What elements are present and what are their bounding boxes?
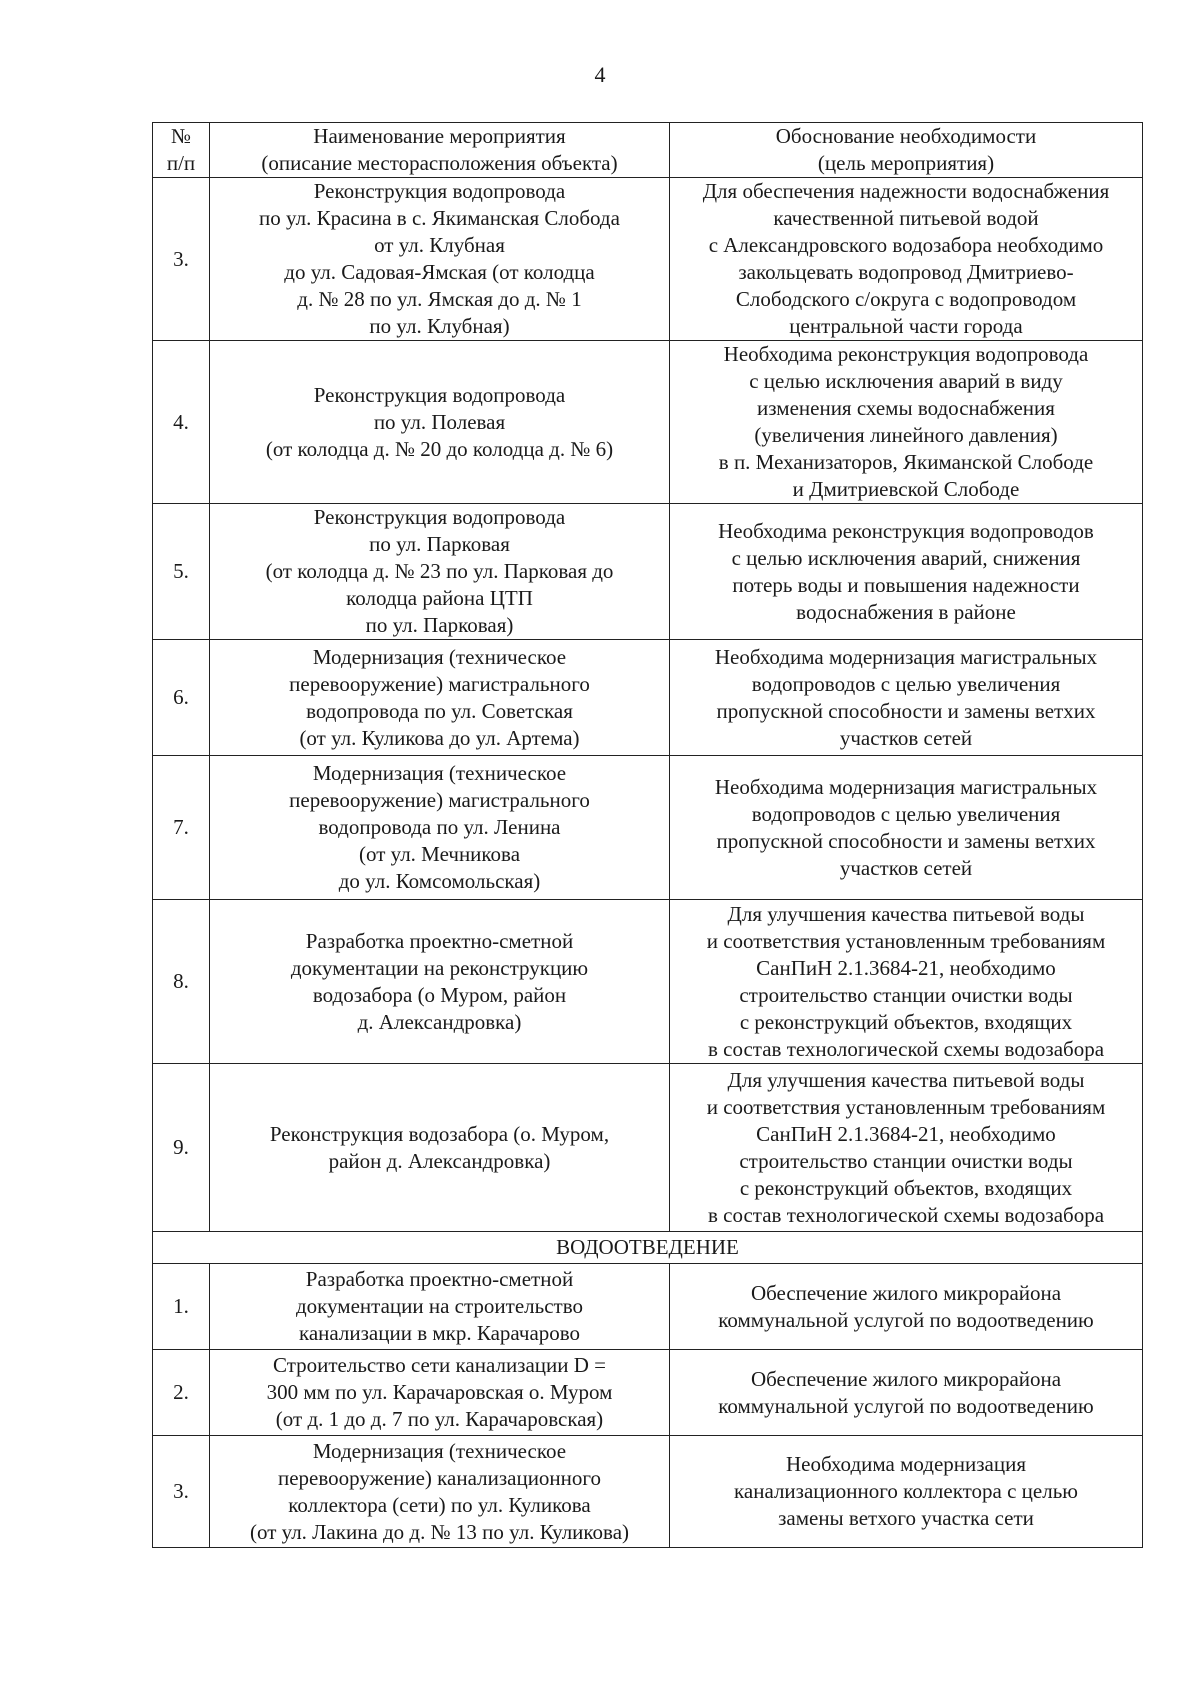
- table-row: [153, 1350, 1143, 1436]
- row-number: 1.: [153, 1264, 210, 1350]
- table-row: [153, 1064, 1143, 1232]
- page-number: 4: [594, 62, 606, 87]
- table-row: [153, 341, 1143, 504]
- row-name: Модернизация (техническое перевооружение) канализационного коллектора (сети) по ул. Куликова (от ул. Лакина до д. № 13 по ул. Куликова): [210, 1436, 670, 1548]
- header-number: № п/п: [153, 123, 210, 178]
- table-header-row: [153, 123, 1143, 178]
- table-row: [153, 178, 1143, 341]
- header-reason: Обоснование необходимости (цель мероприятия): [670, 123, 1143, 178]
- table-row: [153, 1436, 1143, 1548]
- row-name: Модернизация (техническое перевооружение) магистрального водопровода по ул. Ленина (от ул. Мечникова до ул. Комсомольская): [210, 756, 670, 900]
- row-reason: Для улучшения качества питьевой воды и соответствия установленным требованиям СанПиН 2.1.3684-21, необходимо строительство станции очистки воды с реконструкций объектов, входящих в состав технологической схемы водозабора: [670, 1064, 1143, 1232]
- table-row: [153, 756, 1143, 900]
- table-row: [153, 1264, 1143, 1350]
- row-reason: Обеспечение жилого микрорайона коммунальной услугой по водоотведению: [670, 1264, 1143, 1350]
- row-name: Модернизация (техническое перевооружение) магистрального водопровода по ул. Советская (от ул. Куликова до ул. Артема): [210, 640, 670, 756]
- row-name: Реконструкция водопровода по ул. Парковая (от колодца д. № 23 по ул. Парковая до колодца района ЦТП по ул. Парковая): [210, 504, 670, 640]
- row-reason: Для обеспечения надежности водоснабжения качественной питьевой водой с Александровского водозабора необходимо закольцевать водопровод Дмитриево- Слободского с/округа с водопроводом центральной части города: [670, 178, 1143, 341]
- section-title: ВОДООТВЕДЕНИЕ: [153, 1232, 1143, 1264]
- row-name: Строительство сети канализации D = 300 мм по ул. Карачаровская о. Муром (от д. 1 до д. 7 по ул. Карачаровская): [210, 1350, 670, 1436]
- row-number: 4.: [153, 341, 210, 504]
- row-number: 5.: [153, 504, 210, 640]
- row-number: 3.: [153, 178, 210, 341]
- measures-table: [152, 122, 1143, 1548]
- row-name: Разработка проектно-сметной документации на строительство канализации в мкр. Карачарово: [210, 1264, 670, 1350]
- row-name: Реконструкция водозабора (о. Муром, район д. Александровка): [210, 1064, 670, 1232]
- row-reason: Необходима модернизация канализационного коллектора с целью замены ветхого участка сети: [670, 1436, 1143, 1548]
- row-reason: Необходима реконструкция водопроводов с целью исключения аварий, снижения потерь воды и повышения надежности водоснабжения в районе: [670, 504, 1143, 640]
- row-name: Разработка проектно-сметной документации на реконструкцию водозабора (о Муром, район д. Александровка): [210, 900, 670, 1064]
- row-number: 7.: [153, 756, 210, 900]
- row-number: 6.: [153, 640, 210, 756]
- row-number: 3.: [153, 1436, 210, 1548]
- row-reason: Для улучшения качества питьевой воды и соответствия установленным требованиям СанПиН 2.1.3684-21, необходимо строительство станции очистки воды с реконструкций объектов, входящих в состав технологической схемы водозабора: [670, 900, 1143, 1064]
- row-name: Реконструкция водопровода по ул. Красина в с. Якиманская Слобода от ул. Клубная до ул. Садовая-Ямская (от колодца д. № 28 по ул. Ямская до д. № 1 по ул. Клубная): [210, 178, 670, 341]
- row-number: 2.: [153, 1350, 210, 1436]
- table-row: [153, 900, 1143, 1064]
- row-reason: Необходима реконструкция водопровода с целью исключения аварий в виду изменения схемы водоснабжения (увеличения линейного давления) в п. Механизаторов, Якиманской Слободе и Дмитриевской Слободе: [670, 341, 1143, 504]
- row-number: 8.: [153, 900, 210, 1064]
- row-reason: Необходима модернизация магистральных водопроводов с целью увеличения пропускной способности и замены ветхих участков сетей: [670, 756, 1143, 900]
- row-number: 9.: [153, 1064, 210, 1232]
- row-reason: Необходима модернизация магистральных водопроводов с целью увеличения пропускной способности и замены ветхих участков сетей: [670, 640, 1143, 756]
- header-name: Наименование мероприятия (описание месторасположения объекта): [210, 123, 670, 178]
- row-reason: Обеспечение жилого микрорайона коммунальной услугой по водоотведению: [670, 1350, 1143, 1436]
- section-row: [153, 1232, 1143, 1264]
- row-name: Реконструкция водопровода по ул. Полевая (от колодца д. № 20 до колодца д. № 6): [210, 341, 670, 504]
- table-row: [153, 504, 1143, 640]
- table-row: [153, 640, 1143, 756]
